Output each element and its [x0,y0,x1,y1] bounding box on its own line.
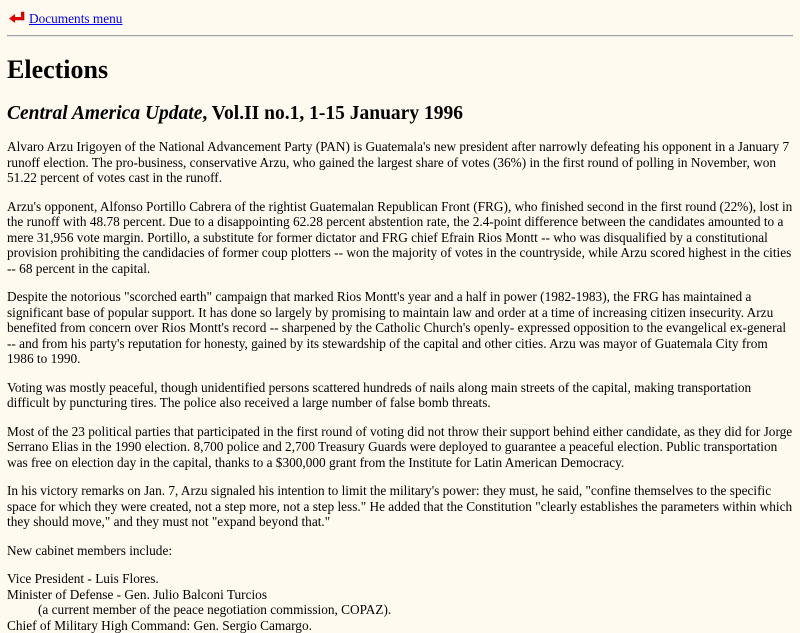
cabinet-item: Vice President - Luis Flores. [7,571,793,587]
return-arrow-icon[interactable] [8,11,26,27]
publication-name: Central America Update [7,103,202,124]
paragraph: Arzu's opponent, Alfonso Portillo Cabrera of the rightist Guatemalan Republican Front (FRG), who finished second in the first round (22%), lost in the runoff with 48.78 percent. Due to a disappointing 62.28 percent abstention rate, the 2.4-point difference between the candidates amounted to a mere 31,956 vote margin. Portillo, a substitute for former dictator and FRG chief Efrain Rios Montt -- who was disqualified by a constitutional provision prohibiting the candidacies of former coup plotters -- won the majority of votes in the countryside, while Arzu scored highest in the cities -- 68 percent in the capital. [7,199,793,277]
page-title: Elections [7,55,793,85]
cabinet-item-note: (a current member of the peace negotiation commission, COPAZ). [7,602,793,618]
documents-menu-link[interactable]: Documents menu [29,11,122,27]
paragraph: In his victory remarks on Jan. 7, Arzu signaled his intention to limit the military's power: they must, he said, "confine themselves to the specific space for which they were created, not a step more, not a step less." He added that the Constitution "clearly establishes the parameters within which they should move," and they must not "expand beyond that." [7,483,793,530]
cabinet-item: Chief of Military High Command: Gen. Sergio Camargo. [7,618,793,633]
cabinet-item: Minister of Defense - Gen. Julio Balconi Turcios [7,587,793,603]
paragraph: Most of the 23 political parties that participated in the first round of voting did not throw their support behind either candidate, as they did for Jorge Serrano Elias in the 1990 election. 8,700 police and 2,700 Treasury Guards were deployed to guarantee a peaceful election. Public transportation was free on election day in the capital, thanks to a $300,000 grant from the Institute for Latin American Democracy. [7,424,793,471]
page-subtitle [7,103,793,125]
paragraph: New cabinet members include: [7,543,793,559]
divider [7,35,793,37]
paragraph: Alvaro Arzu Irigoyen of the National Advancement Party (PAN) is Guatemala's new president after narrowly defeating his opponent in a January 7 runoff election. The pro-business, conservative Arzu, who gained the largest share of votes (36%) in the first round of polling in November, won 51.22 percent of votes cast in the runoff. [7,139,793,186]
cabinet-list [7,571,793,633]
issue-info: , Vol.II no.1, 1-15 January 1996 [202,103,463,124]
nav-bar [7,8,793,30]
paragraph: Despite the notorious "scorched earth" campaign that marked Rios Montt's year and a half in power (1982-1983), the FRG has maintained a significant base of popular support. It has done so largely by promising to maintain law and order at a time of increasing citizen insecurity. Arzu benefited from concern over Rios Montt's record -- sharpened by the Catholic Church's openly- expressed opposition to the evangelical ex-general -- and from his party's reputation for honesty, gained by its stewardship of the capital and other cities. Arzu was mayor of Guatemala City from 1986 to 1990. [7,289,793,367]
paragraph: Voting was mostly peaceful, though unidentified persons scattered hundreds of nails along main streets of the capital, making transportation difficult by puncturing tires. The police also received a large number of false bomb threats. [7,380,793,411]
